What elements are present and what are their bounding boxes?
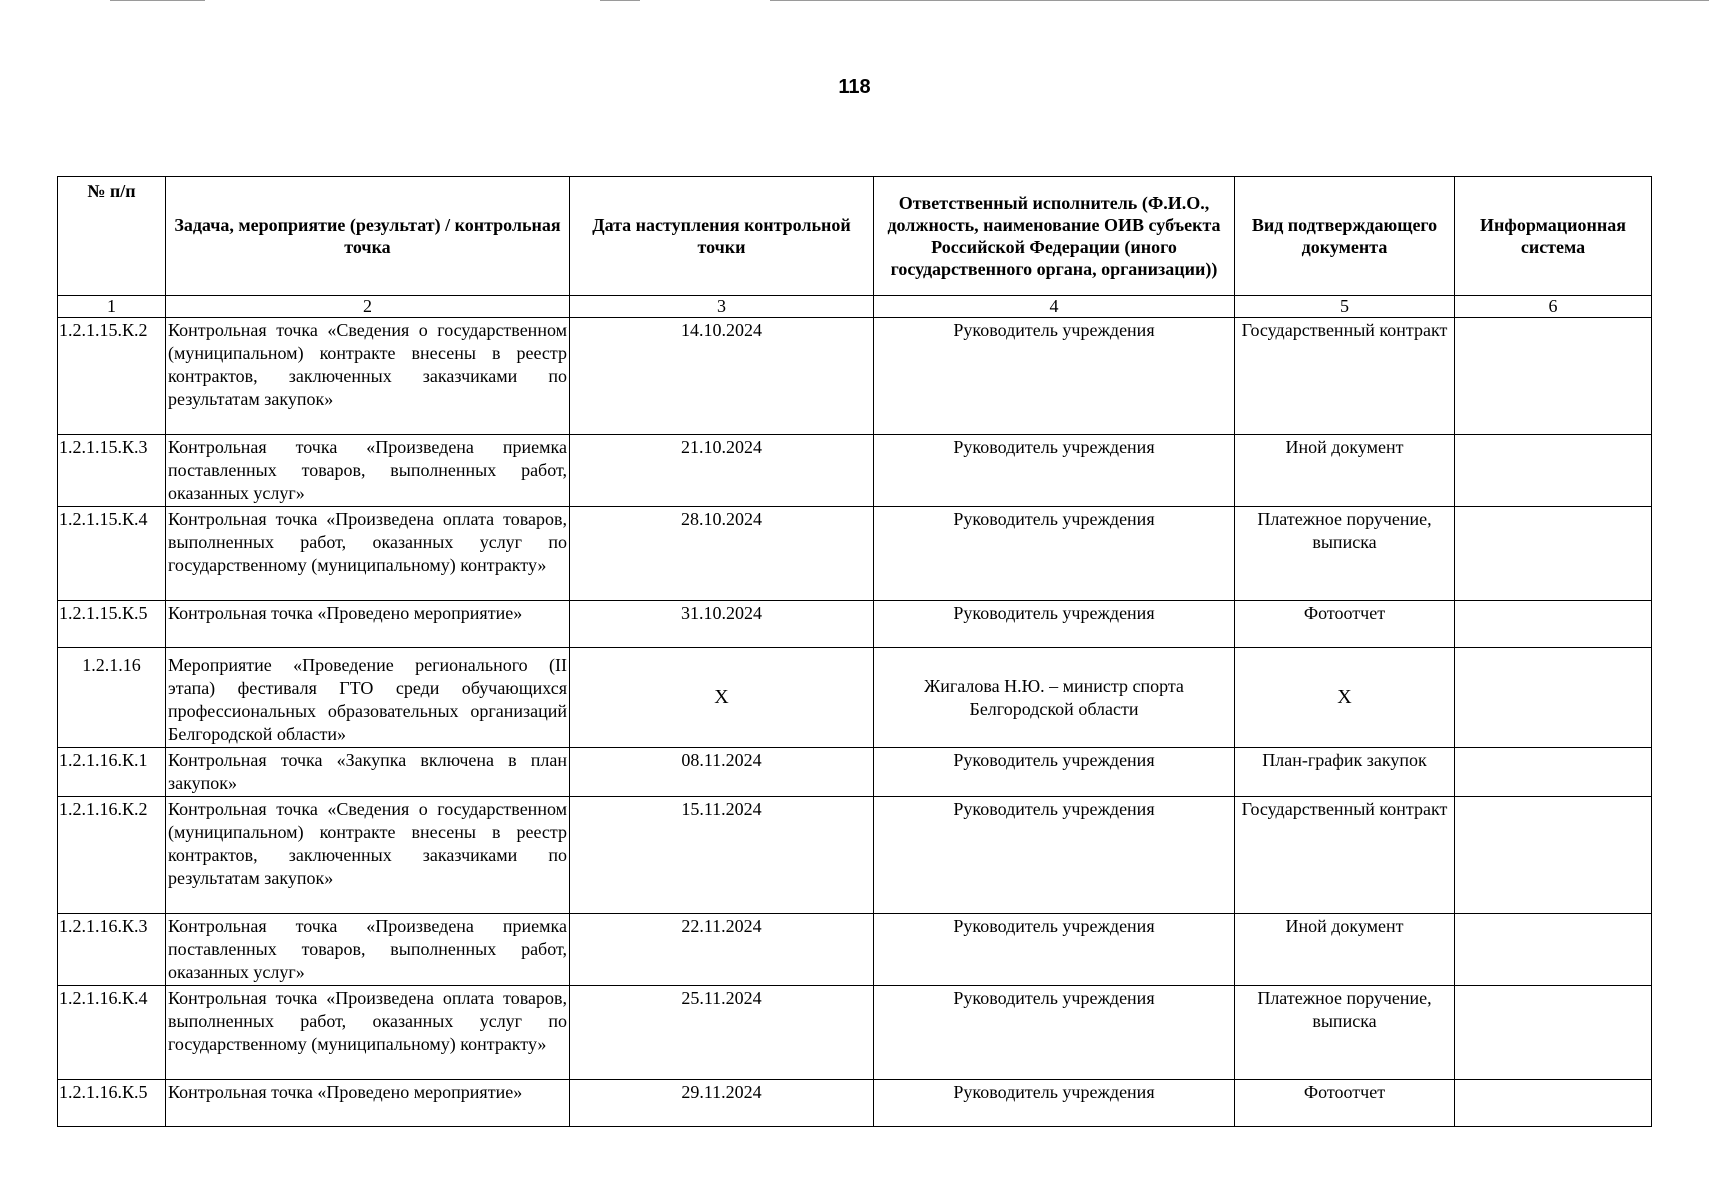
control-points-table xyxy=(57,176,1652,1127)
table-row xyxy=(58,318,1652,435)
row-document: План-график закупок xyxy=(1235,748,1455,797)
table-row xyxy=(58,601,1652,648)
header-responsible: Ответственный исполнитель (Ф.И.О., должность, наименование ОИВ субъекта Российской Федерации (иного государственного органа, организации)) xyxy=(874,177,1235,296)
row-task: Контрольная точка «Проведено мероприятие» xyxy=(166,601,570,648)
column-number: 2 xyxy=(166,296,570,318)
row-system xyxy=(1455,507,1652,601)
row-system xyxy=(1455,797,1652,914)
table-row xyxy=(58,914,1652,986)
header-number: № п/п xyxy=(58,177,166,296)
row-system xyxy=(1455,435,1652,507)
row-number: 1.2.1.15.К.2 xyxy=(58,318,166,435)
column-number-row xyxy=(58,296,1652,318)
scan-edge-line xyxy=(110,0,205,1)
table-row xyxy=(58,797,1652,914)
row-document: Х xyxy=(1235,648,1455,748)
row-number: 1.2.1.15.К.4 xyxy=(58,507,166,601)
row-responsible: Руководитель учреждения xyxy=(874,1080,1235,1127)
row-responsible: Руководитель учреждения xyxy=(874,507,1235,601)
row-task: Контрольная точка «Сведения о государственном (муниципальном) контракте внесены в реестр контрактов, заключенных заказчиками по результатам закупок» xyxy=(166,318,570,435)
header-document: Вид подтверждающего документа xyxy=(1235,177,1455,296)
row-number: 1.2.1.16.К.4 xyxy=(58,986,166,1080)
row-number: 1.2.1.16 xyxy=(58,648,166,748)
row-date: 08.11.2024 xyxy=(570,748,874,797)
row-system xyxy=(1455,1080,1652,1127)
row-date: 31.10.2024 xyxy=(570,601,874,648)
table-row xyxy=(58,507,1652,601)
row-responsible: Руководитель учреждения xyxy=(874,318,1235,435)
row-date: 21.10.2024 xyxy=(570,435,874,507)
row-date: 25.11.2024 xyxy=(570,986,874,1080)
row-system xyxy=(1455,318,1652,435)
row-number: 1.2.1.15.К.3 xyxy=(58,435,166,507)
row-system xyxy=(1455,648,1652,748)
row-task: Контрольная точка «Проведено мероприятие» xyxy=(166,1080,570,1127)
row-document: Платежное поручение, выписка xyxy=(1235,986,1455,1080)
row-task: Контрольная точка «Произведена оплата товаров, выполненных работ, оказанных услуг по государственному (муниципальному) контракту» xyxy=(166,986,570,1080)
row-responsible: Жигалова Н.Ю. – министр спорта Белгородской области xyxy=(874,648,1235,748)
row-document: Фотоотчет xyxy=(1235,1080,1455,1127)
header-date: Дата наступления контрольной точки xyxy=(570,177,874,296)
row-task: Контрольная точка «Произведена приемка поставленных товаров, выполненных работ, оказанных услуг» xyxy=(166,435,570,507)
row-responsible: Руководитель учреждения xyxy=(874,435,1235,507)
row-number: 1.2.1.16.К.3 xyxy=(58,914,166,986)
header-task: Задача, мероприятие (результат) / контрольная точка xyxy=(166,177,570,296)
row-document: Государственный контракт xyxy=(1235,797,1455,914)
row-number: 1.2.1.15.К.5 xyxy=(58,601,166,648)
row-date: 15.11.2024 xyxy=(570,797,874,914)
row-number: 1.2.1.16.К.5 xyxy=(58,1080,166,1127)
row-responsible: Руководитель учреждения xyxy=(874,986,1235,1080)
row-document: Иной документ xyxy=(1235,435,1455,507)
column-number: 5 xyxy=(1235,296,1455,318)
row-task: Контрольная точка «Закупка включена в план закупок» xyxy=(166,748,570,797)
scan-edge-line xyxy=(600,0,640,1)
row-system xyxy=(1455,986,1652,1080)
row-document: Фотоотчет xyxy=(1235,601,1455,648)
column-number: 3 xyxy=(570,296,874,318)
table-row xyxy=(58,748,1652,797)
row-number: 1.2.1.16.К.2 xyxy=(58,797,166,914)
row-system xyxy=(1455,748,1652,797)
table-row xyxy=(58,986,1652,1080)
row-number: 1.2.1.16.К.1 xyxy=(58,748,166,797)
row-document: Государственный контракт xyxy=(1235,318,1455,435)
row-responsible: Руководитель учреждения xyxy=(874,601,1235,648)
page-number: 118 xyxy=(838,76,871,98)
row-responsible: Руководитель учреждения xyxy=(874,797,1235,914)
column-number: 6 xyxy=(1455,296,1652,318)
row-task: Мероприятие «Проведение регионального (II этапа) фестиваля ГТО среди обучающихся профессиональных образовательных организаций Белгородской области» xyxy=(166,648,570,748)
header-system: Информационная система xyxy=(1455,177,1652,296)
row-date: 29.11.2024 xyxy=(570,1080,874,1127)
row-date: Х xyxy=(570,648,874,748)
row-document: Платежное поручение, выписка xyxy=(1235,507,1455,601)
table-row xyxy=(58,648,1652,748)
row-date: 28.10.2024 xyxy=(570,507,874,601)
scan-edge-line xyxy=(770,0,1709,1)
row-responsible: Руководитель учреждения xyxy=(874,748,1235,797)
row-task: Контрольная точка «Произведена оплата товаров, выполненных работ, оказанных услуг по государственному (муниципальному) контракту» xyxy=(166,507,570,601)
row-system xyxy=(1455,601,1652,648)
row-responsible: Руководитель учреждения xyxy=(874,914,1235,986)
table-row xyxy=(58,1080,1652,1127)
row-task: Контрольная точка «Сведения о государственном (муниципальном) контракте внесены в реестр контрактов, заключенных заказчиками по результатам закупок» xyxy=(166,797,570,914)
row-task: Контрольная точка «Произведена приемка поставленных товаров, выполненных работ, оказанных услуг» xyxy=(166,914,570,986)
column-number: 1 xyxy=(58,296,166,318)
column-number: 4 xyxy=(874,296,1235,318)
row-date: 22.11.2024 xyxy=(570,914,874,986)
row-document: Иной документ xyxy=(1235,914,1455,986)
table-row xyxy=(58,435,1652,507)
row-date: 14.10.2024 xyxy=(570,318,874,435)
table-header-row xyxy=(58,177,1652,296)
row-system xyxy=(1455,914,1652,986)
